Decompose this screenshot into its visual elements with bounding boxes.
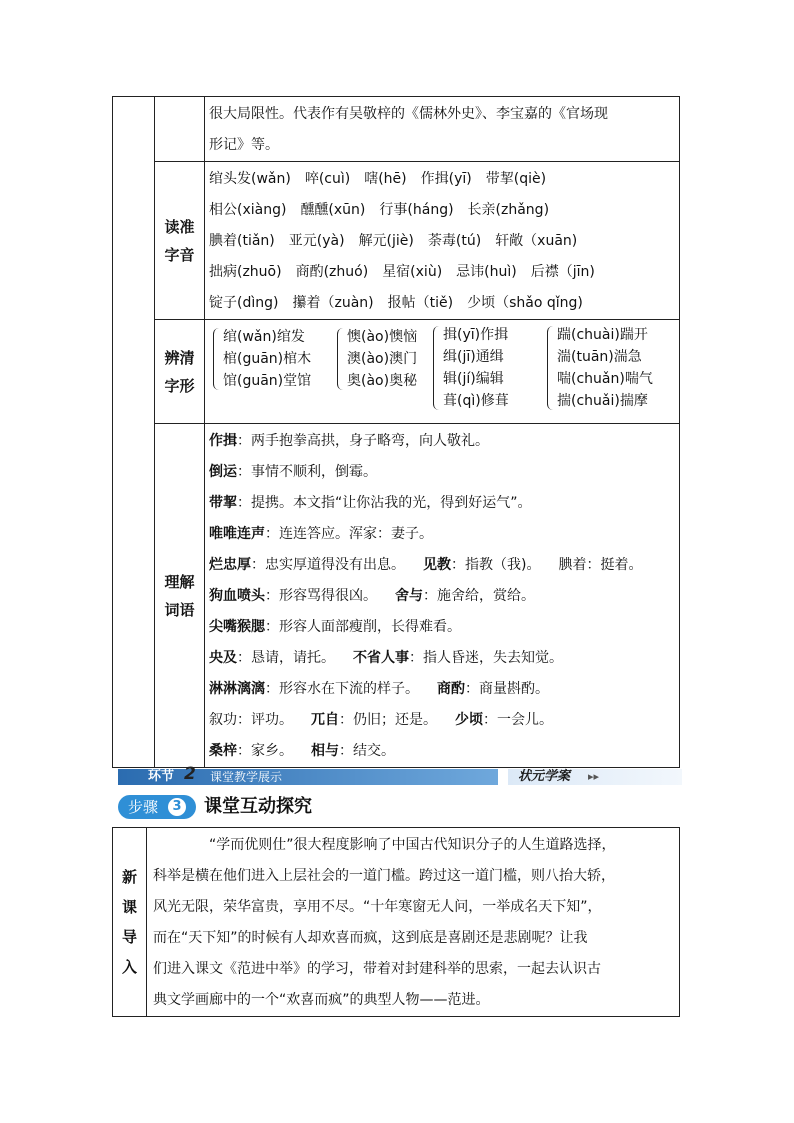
banner-bar-left — [118, 769, 498, 785]
vocab-line — [205, 488, 679, 519]
vocab-title-line1: 理解 — [164, 572, 195, 591]
vocab-term: 带挈 — [209, 495, 237, 511]
vocab-line — [205, 705, 679, 736]
pronunciation-item: 报帖（tiě) — [387, 295, 454, 311]
main-table — [112, 96, 680, 768]
vocab-line — [205, 550, 679, 581]
vocab-definition: ：指教（我)。 — [451, 557, 541, 573]
vocab-title — [155, 424, 205, 768]
pronunciation-title-line1: 读准 — [164, 217, 195, 236]
vocab-definition: ：事情不顺利，倒霉。 — [237, 464, 377, 480]
shapes-content — [205, 320, 680, 424]
pronunciation-line — [205, 195, 679, 226]
vocab-definition: 腆着：挺着。 — [558, 557, 643, 573]
vocab-definition: ：仍旧；还是。 — [339, 712, 437, 728]
new-lesson-line: 而在“天下知”的时候有人却欢喜而疯，这到底是喜剧还是悲剧呢？让我 — [153, 930, 588, 946]
shape-item: 馆(guān)堂馆 — [223, 373, 312, 389]
vocab-definition: ：忠实厚道得没有出息。 — [251, 557, 405, 573]
vocab-line — [205, 426, 679, 457]
pronunciation-item: 星宿(xiù) — [382, 264, 443, 280]
vocab-title-line2: 词语 — [164, 600, 195, 619]
vocab-definition: ：连连答应。浑家：妻子。 — [265, 526, 433, 542]
shape-group — [547, 324, 653, 412]
new-lesson-title-char: 课 — [121, 898, 137, 916]
shape-item: 葺(qì)修葺 — [443, 393, 509, 409]
new-lesson-table — [112, 827, 680, 1017]
new-lesson-title — [113, 828, 147, 1017]
banner-brand: 状元学案 — [518, 769, 571, 784]
vocab-definition: ：商量斟酌。 — [465, 681, 549, 697]
shape-group — [433, 324, 509, 412]
vocab-term: 相与 — [311, 743, 339, 759]
vocab-definition: ：两手抱拳高拱，身子略弯，向人敬礼。 — [237, 433, 489, 449]
pronunciation-item: 拙病(zhuō) — [209, 264, 282, 280]
intro-text-cell — [205, 97, 680, 162]
vocab-term: 商酌 — [437, 681, 465, 697]
shapes-title-line2: 字形 — [164, 376, 195, 395]
pronunciation-line — [205, 288, 679, 319]
shape-item: 揣(chuǎi)揣摩 — [557, 393, 648, 409]
new-lesson-title-char: 新 — [121, 868, 137, 886]
vocab-term: 少顷 — [455, 712, 483, 728]
banner-huanjie: 环节 — [148, 769, 175, 784]
shape-item: 棺(guān)棺木 — [223, 351, 312, 367]
vocab-term: 兀自 — [311, 712, 339, 728]
double-arrow-icon: ▸▸ — [588, 770, 600, 783]
pronunciation-item: 锭子(dìng) — [209, 295, 279, 311]
vocab-term: 见教 — [423, 557, 451, 573]
pronunciation-item: 嗐(hē) — [364, 171, 407, 187]
pronunciation-item: 醺醺(xūn) — [300, 202, 366, 218]
shape-item: 绾(wǎn)绾发 — [223, 329, 305, 345]
vocab-term: 作揖 — [209, 433, 237, 449]
pronunciation-line — [205, 257, 679, 288]
vocab-definition: ：恳请，请托。 — [237, 650, 335, 666]
brace-icon — [547, 326, 554, 410]
pronunciation-line — [205, 164, 679, 195]
shape-item: 奥(ào)奥秘 — [347, 373, 418, 389]
vocab-term: 倒运 — [209, 464, 237, 480]
intro-label-cell — [155, 97, 205, 162]
intro-line-2: 形记》等。 — [209, 137, 279, 153]
vocab-line — [205, 612, 679, 643]
vocab-definition: ：家乡。 — [237, 743, 293, 759]
shapes-title — [155, 320, 205, 424]
vocab-definition: ：一会儿。 — [483, 712, 553, 728]
pronunciation-item: 行事(háng) — [379, 202, 454, 218]
shape-item: 辑(jí)编辑 — [443, 371, 504, 387]
new-lesson-line: 们进入课文《范进中举》的学习，带着对封建科举的思索，一起去认识古 — [153, 961, 601, 977]
vocab-line — [205, 736, 679, 767]
banner-subtitle: 课堂教学展示 — [210, 770, 283, 784]
pronunciation-item: 亚元(yà) — [288, 233, 345, 249]
vocab-line — [205, 674, 679, 705]
pronunciation-item: 轩敞（xuān) — [495, 233, 578, 249]
pronunciation-content — [205, 162, 680, 320]
vocab-line — [205, 457, 679, 488]
pronunciation-item: 绾头发(wǎn) — [209, 171, 291, 187]
pronunciation-title-line2: 字音 — [164, 245, 195, 264]
section-banner — [118, 766, 682, 786]
vocab-term: 尖嘴猴腮 — [209, 619, 265, 635]
step-title: 课堂互动探究 — [204, 796, 312, 817]
pronunciation-item: 攥着（zuàn) — [292, 295, 374, 311]
banner-number: 2 — [184, 764, 196, 784]
vocab-definition: ：形容水在下流的样子。 — [265, 681, 419, 697]
pronunciation-item: 啐(cuì) — [304, 171, 351, 187]
vocab-term: 桑梓 — [209, 743, 237, 759]
shape-item: 缉(jī)通缉 — [443, 349, 504, 365]
pronunciation-title — [155, 162, 205, 320]
pronunciation-item: 荼毒(tú) — [427, 233, 482, 249]
vocab-definition: ：提携。本文指“让你沾我的光，得到好运气”。 — [237, 495, 532, 511]
brace-icon — [433, 326, 440, 410]
step-number-badge: 3 — [168, 798, 186, 816]
new-lesson-line: “学而优则仕”很大程度影响了中国古代知识分子的人生道路选择， — [209, 837, 616, 853]
new-lesson-line: 科举是横在他们进入上层社会的一道门槛。跨过这一道门槛，则八抬大轿， — [153, 868, 615, 884]
shape-item: 湍(tuān)湍急 — [557, 349, 642, 365]
pronunciation-item: 长亲(zhǎng) — [467, 202, 550, 218]
intro-line-1: 很大局限性。代表作有吴敬梓的《儒林外史》、李宝嘉的《官场现 — [209, 106, 608, 122]
vocab-term: 淋淋漓漓 — [209, 681, 265, 697]
vocab-term: 舍与 — [395, 588, 423, 604]
vocab-content — [205, 424, 680, 768]
pronunciation-item: 商酌(zhuó) — [295, 264, 369, 280]
vocab-definition: ：形容人面部瘦削，长得难看。 — [265, 619, 461, 635]
shapes-title-line1: 辨清 — [164, 348, 195, 367]
pronunciation-item: 后襟（jīn) — [530, 264, 595, 280]
brace-icon — [337, 328, 344, 390]
shape-item: 揖(yī)作揖 — [443, 327, 509, 343]
vocab-definition: ：施舍给，赏给。 — [423, 588, 535, 604]
vocab-term: 央及 — [209, 650, 237, 666]
vocab-definition: 叙功：评功。 — [209, 712, 293, 728]
pronunciation-item: 少顷（shǎo qǐng) — [467, 295, 583, 311]
vocab-term: 烂忠厚 — [209, 557, 251, 573]
vocab-definition: ：形容骂得很凶。 — [265, 588, 377, 604]
shape-item: 踹(chuài)踹开 — [557, 327, 648, 343]
new-lesson-text — [147, 828, 680, 1017]
left-blank-column — [113, 97, 155, 768]
pronunciation-item: 腆着(tiǎn) — [209, 233, 275, 249]
new-lesson-title-char: 导 — [121, 928, 137, 946]
vocab-line — [205, 519, 679, 550]
vocab-line — [205, 581, 679, 612]
brace-icon — [213, 328, 220, 390]
pronunciation-item: 忌讳(huì) — [456, 264, 517, 280]
shape-item: 澳(ào)澳门 — [347, 351, 418, 367]
vocab-line — [205, 643, 679, 674]
pronunciation-item: 带挈(qiè) — [485, 171, 547, 187]
shape-item: 喘(chuǎn)喘气 — [557, 371, 653, 387]
pronunciation-line — [205, 226, 679, 257]
new-lesson-line: 风光无限，荣华富贵，享用不尽。“十年寒窗无人问，一举成名天下知”， — [153, 899, 602, 915]
pronunciation-item: 解元(jiè) — [358, 233, 414, 249]
new-lesson-title-char: 入 — [121, 958, 137, 976]
shape-item: 懊(ào)懊恼 — [347, 329, 418, 345]
pronunciation-item: 相公(xiàng) — [209, 202, 287, 218]
shape-group — [337, 326, 417, 392]
vocab-term: 狗血喷头 — [209, 588, 265, 604]
vocab-term: 唯唯连声 — [209, 526, 265, 542]
step-label: 步骤 — [128, 798, 159, 816]
vocab-definition: ：结交。 — [339, 743, 395, 759]
vocab-definition: ：指人昏迷，失去知觉。 — [409, 650, 563, 666]
shape-group — [213, 326, 311, 392]
vocab-term: 不省人事 — [353, 650, 409, 666]
pronunciation-item: 作揖(yī) — [420, 171, 472, 187]
new-lesson-line: 典文学画廊中的一个“欢喜而疯”的典型人物——范进。 — [153, 992, 490, 1008]
